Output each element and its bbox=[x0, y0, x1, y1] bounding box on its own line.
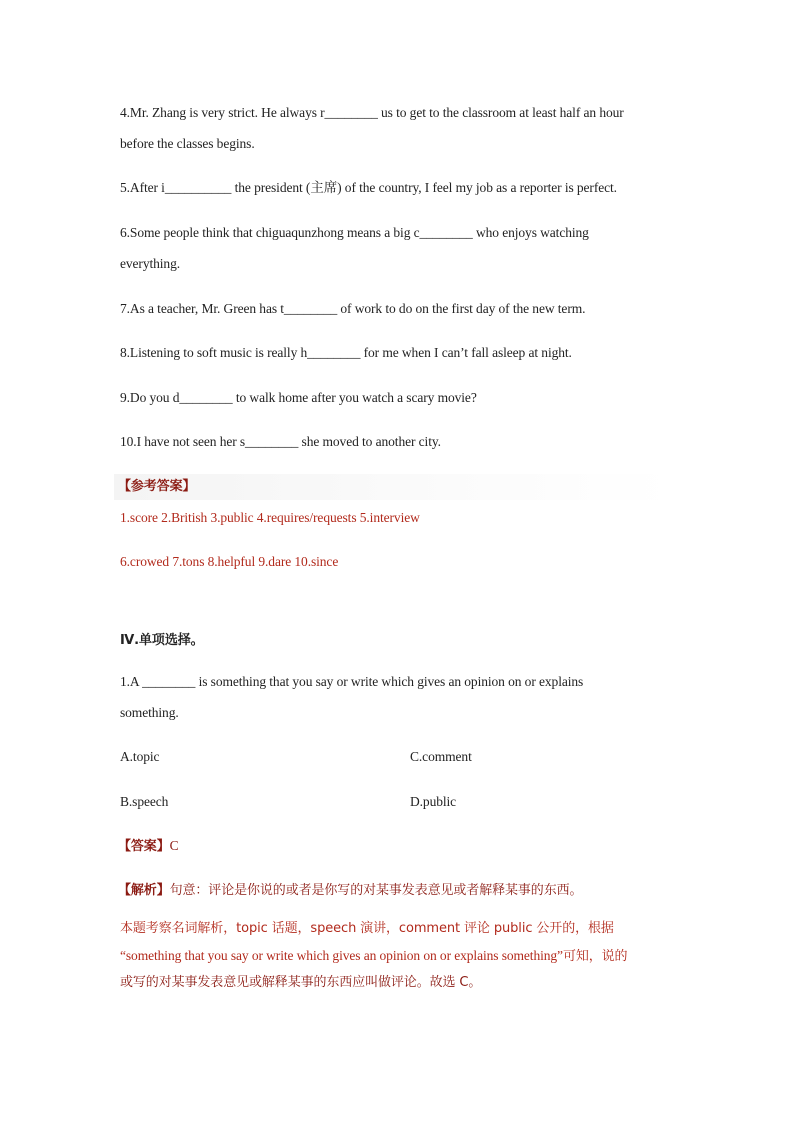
analysis-text: 句意：评论是你说的或者是你写的对某事发表意见或者解释某事的东西。 bbox=[169, 883, 583, 898]
answer-value: C bbox=[169, 838, 179, 853]
option-c: C.comment bbox=[410, 749, 472, 764]
explanation-line-1: 本题考察名词解析，topic 话题，speech 演讲，comment 评论 public 公开的，根据 bbox=[120, 921, 614, 936]
analysis-label: 【解析】 bbox=[118, 883, 170, 898]
question-7: 7.As a teacher, Mr. Green has t________ of work to do on the first day of the new term. bbox=[120, 301, 586, 316]
choice-question-1-line-2: something. bbox=[120, 705, 179, 720]
choice-question-1-line-1: 1.A ________ is something that you say or write which gives an opinion on or explains bbox=[120, 674, 584, 689]
question-4-line-1: 4.Mr. Zhang is very strict. He always r________ us to get to the classroom at least half an hour bbox=[120, 105, 624, 120]
answer-row bbox=[118, 837, 179, 856]
explanation-line-3: 或写的对某事发表意见或解释某事的东西应叫做评论。故选 C。 bbox=[120, 975, 482, 990]
reference-answers-heading: 【参考答案】 bbox=[118, 479, 196, 494]
question-6-line-2: everything. bbox=[120, 256, 181, 271]
explanation-line-2 bbox=[120, 947, 627, 966]
option-d: D.public bbox=[410, 794, 457, 809]
analysis-row bbox=[118, 882, 582, 900]
reference-heading-background bbox=[114, 474, 674, 500]
reference-answers-line-2: 6.crowed 7.tons 8.helpful 9.dare 10.since bbox=[120, 554, 339, 569]
question-5: 5.After i__________ the president (主席) of the country, I feel my job as a reporter is perfect. bbox=[120, 180, 617, 195]
explanation-quote-tail: 可知，说的 bbox=[562, 949, 628, 964]
explanation-quote: “something that you say or write which gives an opinion on or explains something” bbox=[120, 948, 563, 963]
reference-answers-line-1: 1.score 2.British 3.public 4.requires/requests 5.interview bbox=[120, 510, 420, 525]
question-6-line-1: 6.Some people think that chiguaqunzhong means a big c________ who enjoys watching bbox=[120, 225, 589, 240]
option-b: B.speech bbox=[120, 794, 169, 809]
answer-label: 【答案】 bbox=[118, 839, 170, 854]
question-4-line-2: before the classes begins. bbox=[120, 136, 255, 151]
question-8: 8.Listening to soft music is really h________ for me when I can’t fall asleep at night. bbox=[120, 345, 572, 360]
section-4-title: Ⅳ.单项选择。 bbox=[120, 633, 204, 648]
question-10: 10.I have not seen her s________ she moved to another city. bbox=[120, 434, 441, 449]
option-a: A.topic bbox=[120, 749, 160, 764]
question-9: 9.Do you d________ to walk home after you watch a scary movie? bbox=[120, 390, 477, 405]
